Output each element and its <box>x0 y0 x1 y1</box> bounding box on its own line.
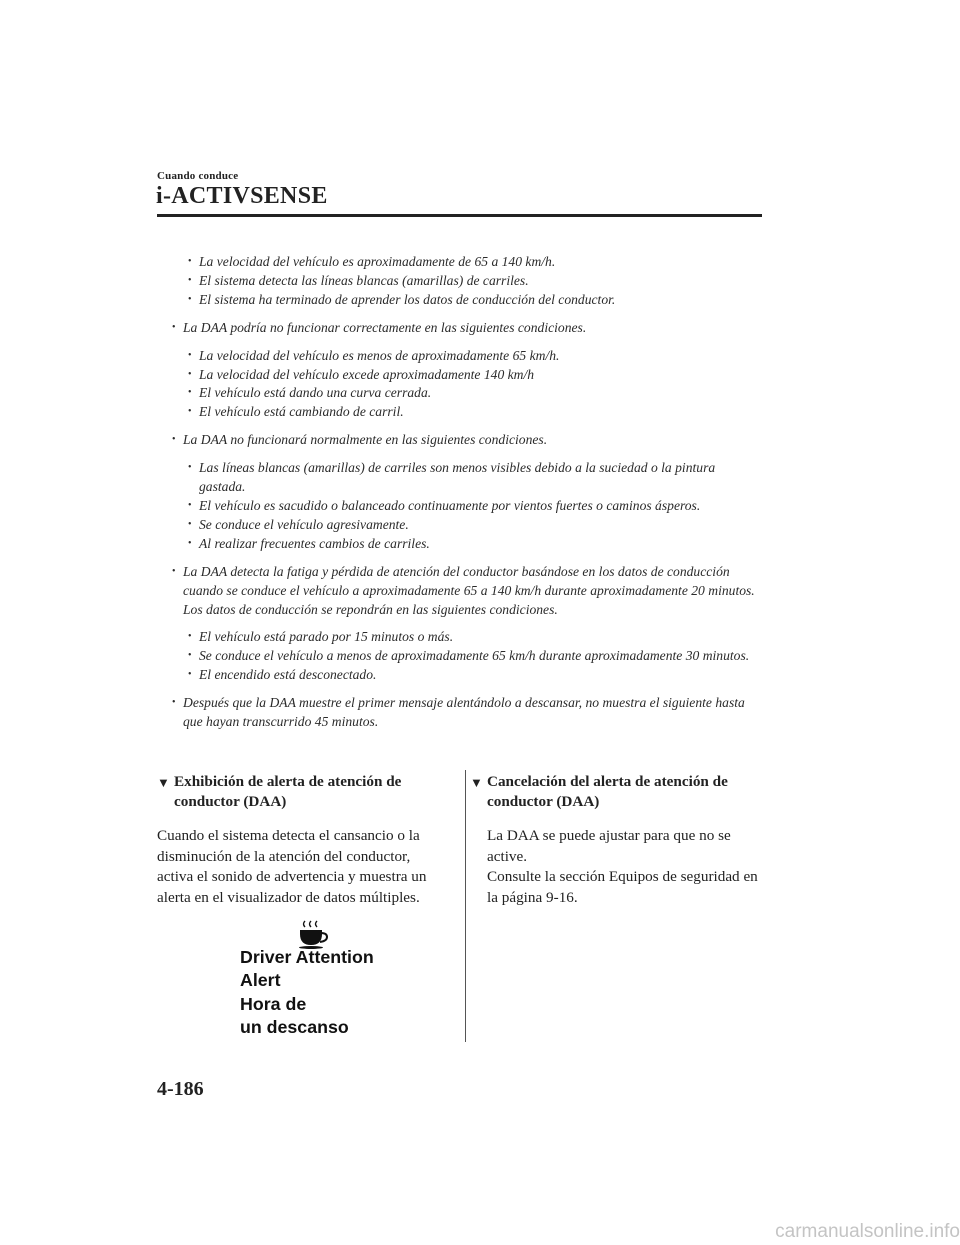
body-line: La DAA se puede ajustar para que no se active. <box>487 827 731 865</box>
note-subitem: • La velocidad del vehículo excede aproximadamente 140 km/h <box>157 366 757 385</box>
bullet-dot-icon: • <box>188 406 192 418</box>
chapter-title: i-ACTIVSENSE <box>156 183 328 209</box>
alert-line: Alert <box>240 970 281 991</box>
note-subitem: • El vehículo está cambiando de carril. <box>157 403 757 422</box>
section-label: Cuando conduce <box>157 170 239 182</box>
note-subitem: • Se conduce el vehículo a menos de aproximadamente 65 km/h durante aproximadamente 30 minutos. <box>157 647 757 666</box>
alert-line: Driver Attention <box>240 947 374 967</box>
triangle-bullet-icon: ▼ <box>157 775 170 790</box>
body-line: Consulte la sección Equipos de seguridad en la página 9-16. <box>487 868 758 906</box>
alert-line: Hora de <box>240 993 307 1014</box>
note-subitem: • El sistema detecta las líneas blancas (amarillas) de carriles. <box>157 272 757 291</box>
daa-display-section <box>157 772 447 908</box>
header-rule <box>157 214 762 217</box>
bullet-dot-icon: • <box>188 256 192 267</box>
note-subitem: • El sistema ha terminado de aprender los datos de conducción del conductor. <box>157 291 757 310</box>
page-number: 4-186 <box>157 1078 204 1100</box>
note-subitem: • La velocidad del vehículo es aproximadamente de 65 a 140 km/h. <box>157 253 757 272</box>
notes-list <box>157 253 757 732</box>
section-heading: ▼ Cancelación del alerta de atención de conductor (DAA) <box>470 773 728 810</box>
bullet-dot-icon: • <box>188 537 192 549</box>
bullet-dot-icon: • <box>172 321 176 333</box>
section-heading: ▼ Exhibición de alerta de atención de conductor (DAA) <box>157 773 402 810</box>
note-item: • La DAA podría no funcionar correctamente en las siguientes condiciones. <box>157 319 757 338</box>
bullet-dot-icon: • <box>188 669 192 681</box>
note-subitem: • El vehículo está dando una curva cerrada. <box>157 384 757 403</box>
bullet-dot-icon: • <box>188 387 192 399</box>
note-subitem: • Las líneas blancas (amarillas) de carriles son menos visibles debido a la suciedad o la pintura gastada. <box>188 460 716 495</box>
bullet-dot-icon: • <box>188 274 192 286</box>
note-subitem: • El vehículo es sacudido o balanceado continuamente por vientos fuertes o caminos ásperos. <box>157 497 757 516</box>
bullet-dot-icon: • <box>188 368 192 380</box>
bullet-dot-icon: • <box>172 565 176 577</box>
bullet-dot-icon: • <box>188 499 192 511</box>
section-body <box>470 826 765 908</box>
note-subitem: • Se conduce el vehículo agresivamente. <box>157 516 757 535</box>
bullet-dot-icon: • <box>188 349 192 361</box>
section-body: Cuando el sistema detecta el cansancio o la disminución de la atención del conductor, activa el sonido de advertencia y muestra un alerta en el visualizador de datos múltiples. <box>157 827 427 906</box>
note-subitem: • Al realizar frecuentes cambios de carriles. <box>157 535 757 554</box>
note-item: • La DAA detecta la fatiga y pérdida de atención del conductor basándose en los datos de conducción cuando se conduce el vehículo a aproximadamente 65 a 140 km/h durante aproximadamente 20 minutos. Los datos de conducción se repondrán en las siguientes condiciones. <box>172 563 755 617</box>
bullet-dot-icon: • <box>188 462 192 474</box>
watermark: carmanualsonline.info <box>775 1221 960 1242</box>
bullet-dot-icon: • <box>172 434 176 446</box>
note-subitem: • La velocidad del vehículo es menos de aproximadamente 65 km/h. <box>157 347 757 366</box>
alert-text <box>240 946 374 1040</box>
note-item: • La DAA no funcionará normalmente en las siguientes condiciones. <box>157 431 757 450</box>
bullet-dot-icon: • <box>188 293 192 305</box>
bullet-dot-icon: • <box>188 650 192 662</box>
bullet-dot-icon: • <box>188 631 192 643</box>
triangle-bullet-icon: ▼ <box>470 775 483 790</box>
bullet-dot-icon: • <box>172 697 176 709</box>
bullet-dot-icon: • <box>188 518 192 530</box>
daa-cancel-section <box>470 772 765 908</box>
note-subitem: • El vehículo está parado por 15 minutos o más. <box>157 628 757 647</box>
column-divider <box>465 770 466 1042</box>
note-subitem: • El encendido está desconectado. <box>157 666 757 685</box>
alert-line: un descanso <box>240 1017 349 1038</box>
note-item: • Después que la DAA muestre el primer mensaje alentándolo a descansar, no muestra el siguiente hasta que hayan transcurrido 45 minutos. <box>172 695 745 730</box>
